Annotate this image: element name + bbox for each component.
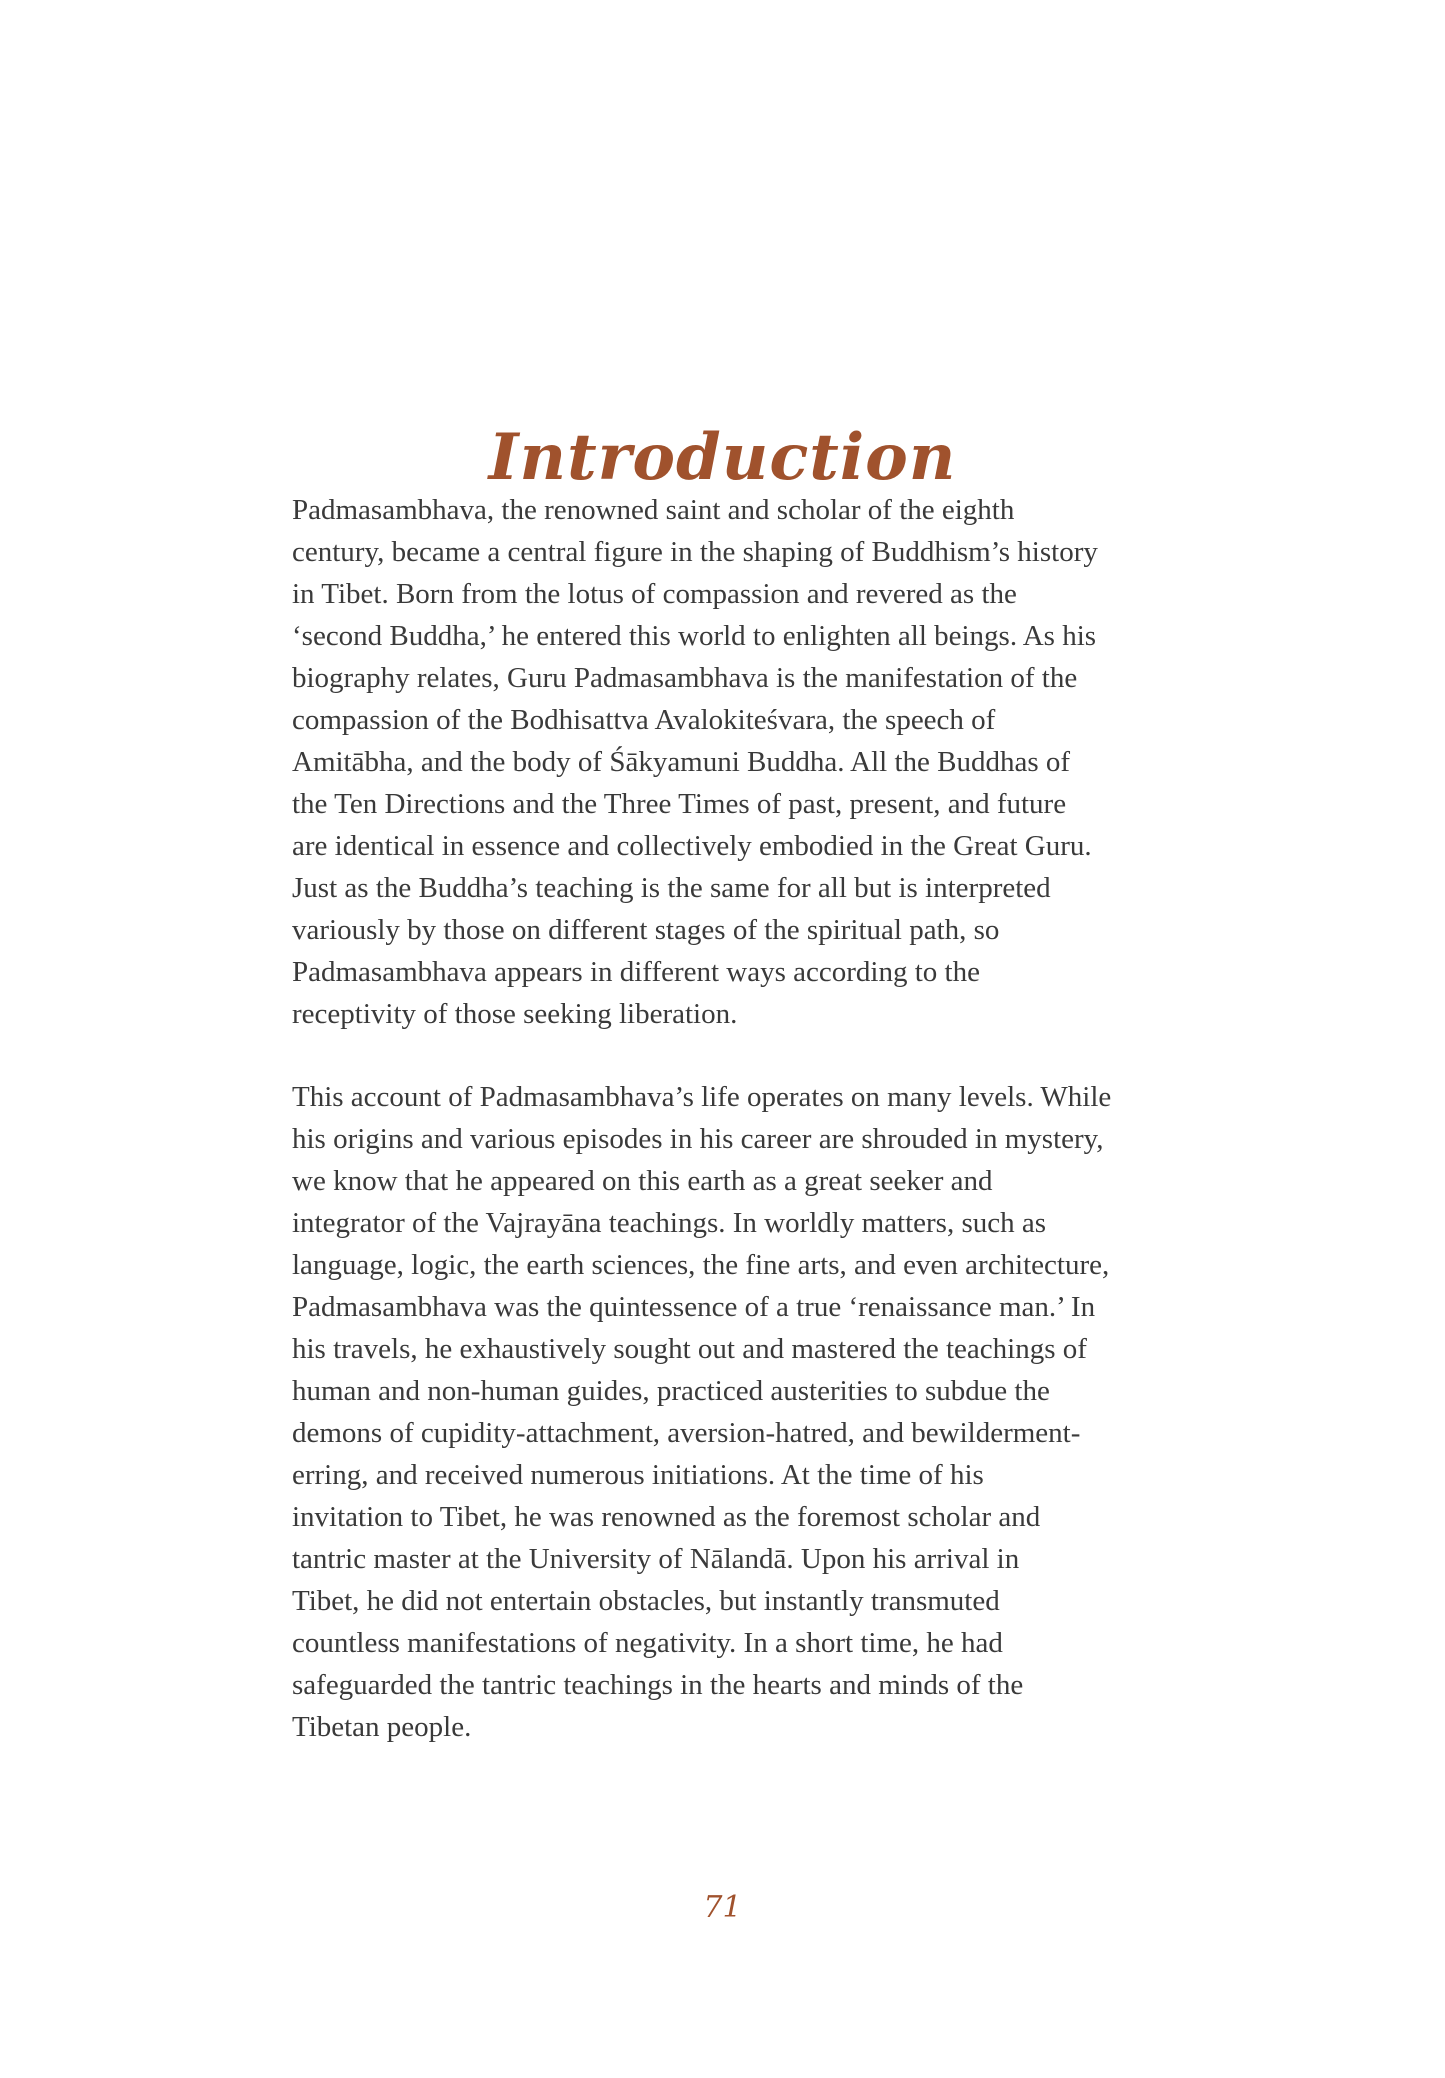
text-line: Tibet, he did not entertain obstacles, but instantly transmuted: [292, 1585, 1000, 1617]
text-line: tantric master at the University of Nālandā. Upon his arrival in: [292, 1543, 1020, 1575]
text-line: integrator of the Vajrayāna teachings. In worldly matters, such as: [292, 1207, 1047, 1239]
text-line: human and non-human guides, practiced austerities to subdue the: [292, 1375, 1050, 1407]
paragraph-2: [292, 1076, 1172, 1748]
paragraph-1: [292, 489, 1172, 1035]
text-line: in Tibet. Born from the lotus of compassion and revered as the: [292, 578, 1017, 610]
text-line: century, became a central figure in the shaping of Buddhism’s history: [292, 536, 1098, 568]
text-line: safeguarded the tantric teachings in the hearts and minds of the: [292, 1669, 1024, 1701]
text-line: receptivity of those seeking liberation.: [292, 998, 738, 1030]
text-line: we know that he appeared on this earth as a great seeker and: [292, 1165, 993, 1197]
page-number: 71: [703, 1890, 742, 1925]
text-line: language, logic, the earth sciences, the fine arts, and even architecture,: [292, 1249, 1110, 1281]
text-line: countless manifestations of negativity. In a short time, he had: [292, 1627, 1003, 1659]
text-line: his origins and various episodes in his career are shrouded in mystery,: [292, 1123, 1104, 1155]
text-line: erring, and received numerous initiations. At the time of his: [292, 1459, 984, 1491]
chapter-title: Introduction: [488, 419, 957, 495]
text-line: Just as the Buddha’s teaching is the same for all but is interpreted: [292, 872, 1051, 904]
text-line: Padmasambhava appears in different ways according to the: [292, 956, 980, 988]
text-line: demons of cupidity-attachment, aversion-hatred, and bewilderment-: [292, 1417, 1081, 1449]
text-line: biography relates, Guru Padmasambhava is the manifestation of the: [292, 662, 1078, 694]
text-line: the Ten Directions and the Three Times of past, present, and future: [292, 788, 1067, 820]
text-line: Amitābha, and the body of Śākyamuni Buddha. All the Buddhas of: [292, 746, 1071, 778]
text-line: Padmasambhava was the quintessence of a true ‘renaissance man.’ In: [292, 1291, 1096, 1323]
text-line: Padmasambhava, the renowned saint and scholar of the eighth: [292, 494, 1015, 526]
text-line: his travels, he exhaustively sought out and mastered the teachings of: [292, 1333, 1087, 1365]
text-line: variously by those on different stages of the spiritual path, so: [292, 914, 1000, 946]
text-line: This account of Padmasambhava’s life operates on many levels. While: [292, 1081, 1112, 1113]
text-line: compassion of the Bodhisattva Avalokiteśvara, the speech of: [292, 704, 996, 736]
text-line: invitation to Tibet, he was renowned as the foremost scholar and: [292, 1501, 1041, 1533]
text-line: ‘second Buddha,’ he entered this world to enlighten all beings. As his: [292, 620, 1097, 652]
text-line: are identical in essence and collectively embodied in the Great Guru.: [292, 830, 1092, 862]
text-line: Tibetan people.: [292, 1711, 472, 1743]
